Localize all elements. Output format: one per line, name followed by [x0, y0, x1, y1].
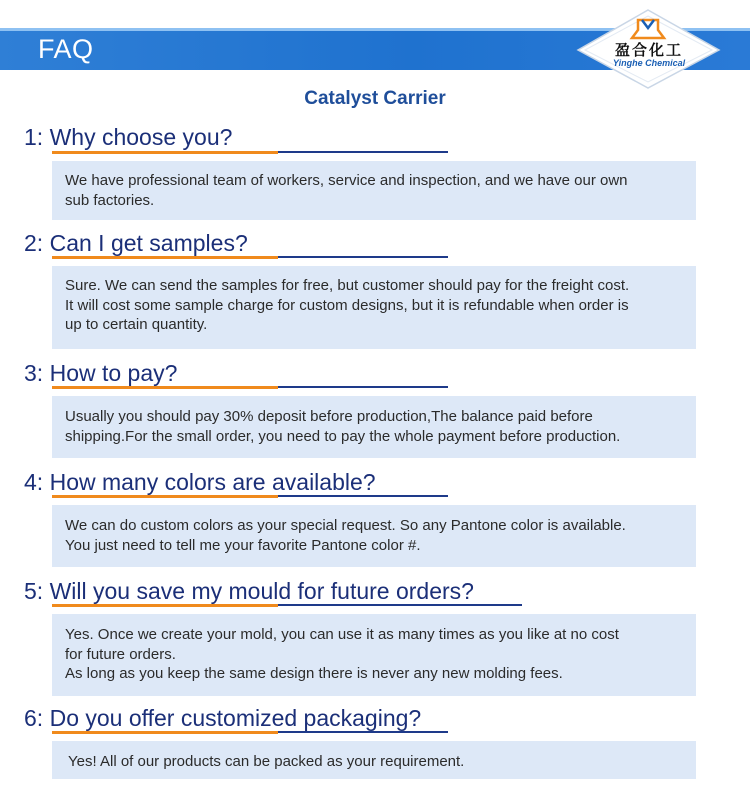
- answer-line: Yes! All of our products can be packed as your requirement.: [68, 753, 465, 770]
- answer-line: It will cost some sample charge for custom designs, but it is refundable when order is: [65, 296, 629, 314]
- faq-answer-5: [52, 614, 696, 696]
- faq-number: 4:: [24, 469, 44, 495]
- answer-line: Sure. We can send the samples for free, but customer should pay for the freight cost.: [65, 277, 630, 294]
- logo-chinese-text: 盈合化工: [614, 41, 683, 59]
- answer-line: for future orders.: [65, 645, 176, 663]
- faq-answer-1: [52, 161, 696, 220]
- faq-number: 2:: [24, 230, 44, 256]
- question-accent-underline: [52, 604, 278, 607]
- subtitle: Catalyst Carrier: [304, 88, 446, 109]
- faq-question-5: [24, 578, 474, 605]
- question-accent-underline: [52, 731, 278, 734]
- logo-english-text: Yinghe Chemical: [612, 58, 686, 68]
- faq-question-text: Why choose you?: [49, 124, 233, 150]
- question-accent-underline: [52, 151, 278, 154]
- faq-number: 1:: [24, 124, 44, 150]
- question-accent-underline: [52, 256, 278, 259]
- faq-question-3: [24, 360, 177, 387]
- answer-line: sub factories.: [65, 191, 155, 209]
- answer-line: Usually you should pay 30% deposit before production,The balance paid before: [65, 408, 593, 425]
- answer-line: up to certain quantity.: [65, 316, 208, 333]
- faq-question-text: How many colors are available?: [49, 469, 376, 495]
- faq-question-2: [24, 230, 248, 257]
- answer-line: As long as you keep the same design there is never any new molding fees.: [65, 665, 563, 682]
- faq-question-text: Do you offer customized packaging?: [49, 705, 422, 731]
- answer-line: Yes. Once we create your mold, you can use it as many times as you like at no cost: [65, 626, 619, 643]
- faq-answer-3: [52, 396, 696, 458]
- faq-answer-6: [52, 741, 696, 779]
- faq-answer-4: [52, 505, 696, 567]
- faq-number: 6:: [24, 705, 44, 731]
- faq-question-text: Will you save my mould for future orders?: [49, 578, 474, 604]
- answer-line: We can do custom colors as your special request. So any Pantone color is available.: [65, 517, 626, 534]
- faq-number: 3:: [24, 360, 44, 386]
- faq-answer-2: [52, 266, 696, 349]
- answer-line: You just need to tell me your favorite Pantone color #.: [65, 536, 421, 554]
- question-accent-underline: [52, 386, 278, 389]
- faq-question-text: Can I get samples?: [49, 230, 248, 256]
- faq-question-text: How to pay?: [49, 360, 178, 386]
- faq-question-6: [24, 705, 421, 732]
- faq-question-4: [24, 469, 376, 496]
- answer-line: We have professional team of workers, service and inspection, and we have our own: [65, 172, 628, 189]
- question-accent-underline: [52, 495, 278, 498]
- faq-question-1: [24, 124, 232, 151]
- page-title: FAQ: [38, 34, 94, 64]
- answer-line: shipping.For the small order, you need to pay the whole payment before production.: [65, 427, 621, 445]
- faq-number: 5:: [24, 578, 44, 604]
